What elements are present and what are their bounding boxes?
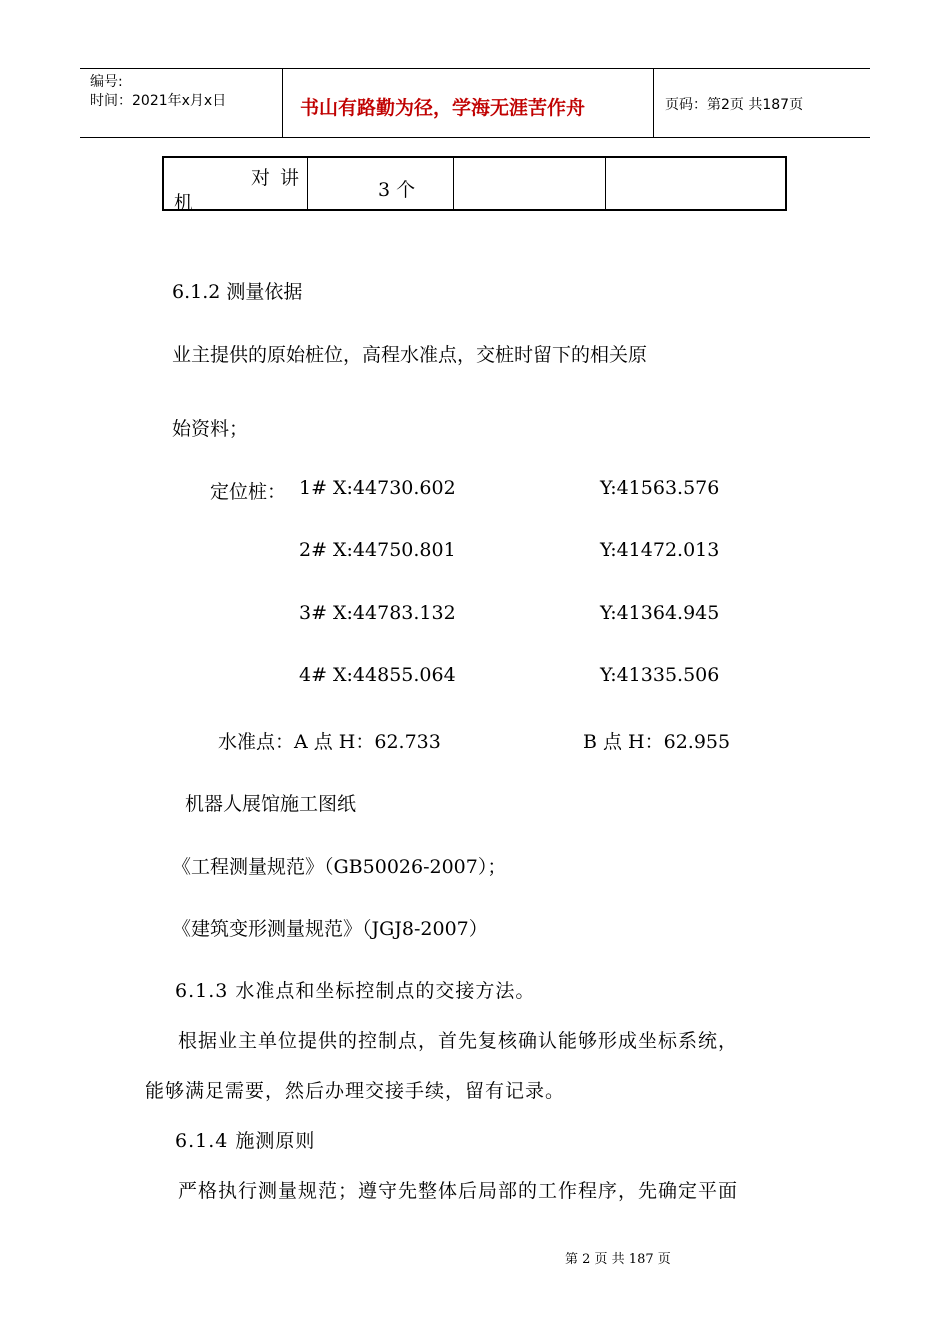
section-heading-6-1-2: 6.1.2 测量依据 — [172, 281, 303, 303]
reference-standard: 《建筑变形测量规范》（JGJ8-2007） — [172, 918, 488, 940]
page-footer: 第 2 页 共 187 页 — [565, 1252, 671, 1267]
table-cell-border — [307, 158, 308, 209]
paragraph: 严格执行测量规范；遵守先整体后局部的工作程序，先确定平面 — [178, 1180, 739, 1202]
reference-standard: 《工程测量规范》（GB50026-2007）； — [172, 856, 507, 878]
header-divider — [653, 69, 654, 137]
benchmark-a: 水准点：A 点 H：62.733 — [218, 731, 441, 753]
section-heading-6-1-3: 6.1.3 水准点和坐标控制点的交接方法。 — [175, 980, 536, 1002]
page-header — [80, 68, 870, 138]
doc-date-label: 时间：2021年x月x日 — [90, 93, 227, 109]
reference-drawings: 机器人展馆施工图纸 — [185, 793, 357, 815]
table-cell-item-wrap: 机 — [174, 192, 194, 214]
pile-point-y: Y:41364.945 — [600, 602, 720, 624]
header-motto: 书山有路勤为径，学海无涯苦作舟 — [300, 97, 586, 119]
header-divider — [282, 69, 283, 137]
paragraph: 能够满足需要，然后办理交接手续，留有记录。 — [145, 1080, 566, 1102]
equipment-table-row — [162, 156, 787, 214]
pile-point-x: X:44783.132 — [333, 602, 456, 624]
paragraph: 业主提供的原始桩位，高程水准点，交桩时留下的相关原 — [172, 344, 648, 366]
pile-point-id: 1# — [299, 477, 328, 499]
pile-point-x: X:44855.064 — [333, 664, 456, 686]
pile-point-x: X:44730.602 — [333, 477, 456, 499]
pile-point-id: 2# — [299, 539, 328, 561]
pile-point-y: Y:41335.506 — [600, 664, 720, 686]
table-cell-item: 对 讲 — [251, 167, 302, 189]
pile-point-id: 3# — [299, 602, 328, 624]
position-pile-label: 定位桩： — [210, 481, 287, 503]
section-heading-6-1-4: 6.1.4 施测原则 — [175, 1130, 316, 1152]
pile-point-y: Y:41563.576 — [600, 477, 720, 499]
table-cell-quantity: 3 个 — [378, 179, 416, 201]
pile-point-y: Y:41472.013 — [600, 539, 720, 561]
pile-point-x: X:44750.801 — [333, 539, 456, 561]
doc-number-label: 编号: — [90, 74, 123, 90]
table-cell-border — [453, 158, 454, 209]
paragraph: 根据业主单位提供的控制点，首先复核确认能够形成坐标系统， — [178, 1030, 739, 1052]
table-cell-border — [605, 158, 606, 209]
pile-point-id: 4# — [299, 664, 328, 686]
header-page-count: 页码：第2页 共187页 — [665, 97, 804, 113]
benchmark-b: B 点 H：62.955 — [583, 731, 731, 753]
paragraph: 始资料； — [172, 418, 249, 440]
